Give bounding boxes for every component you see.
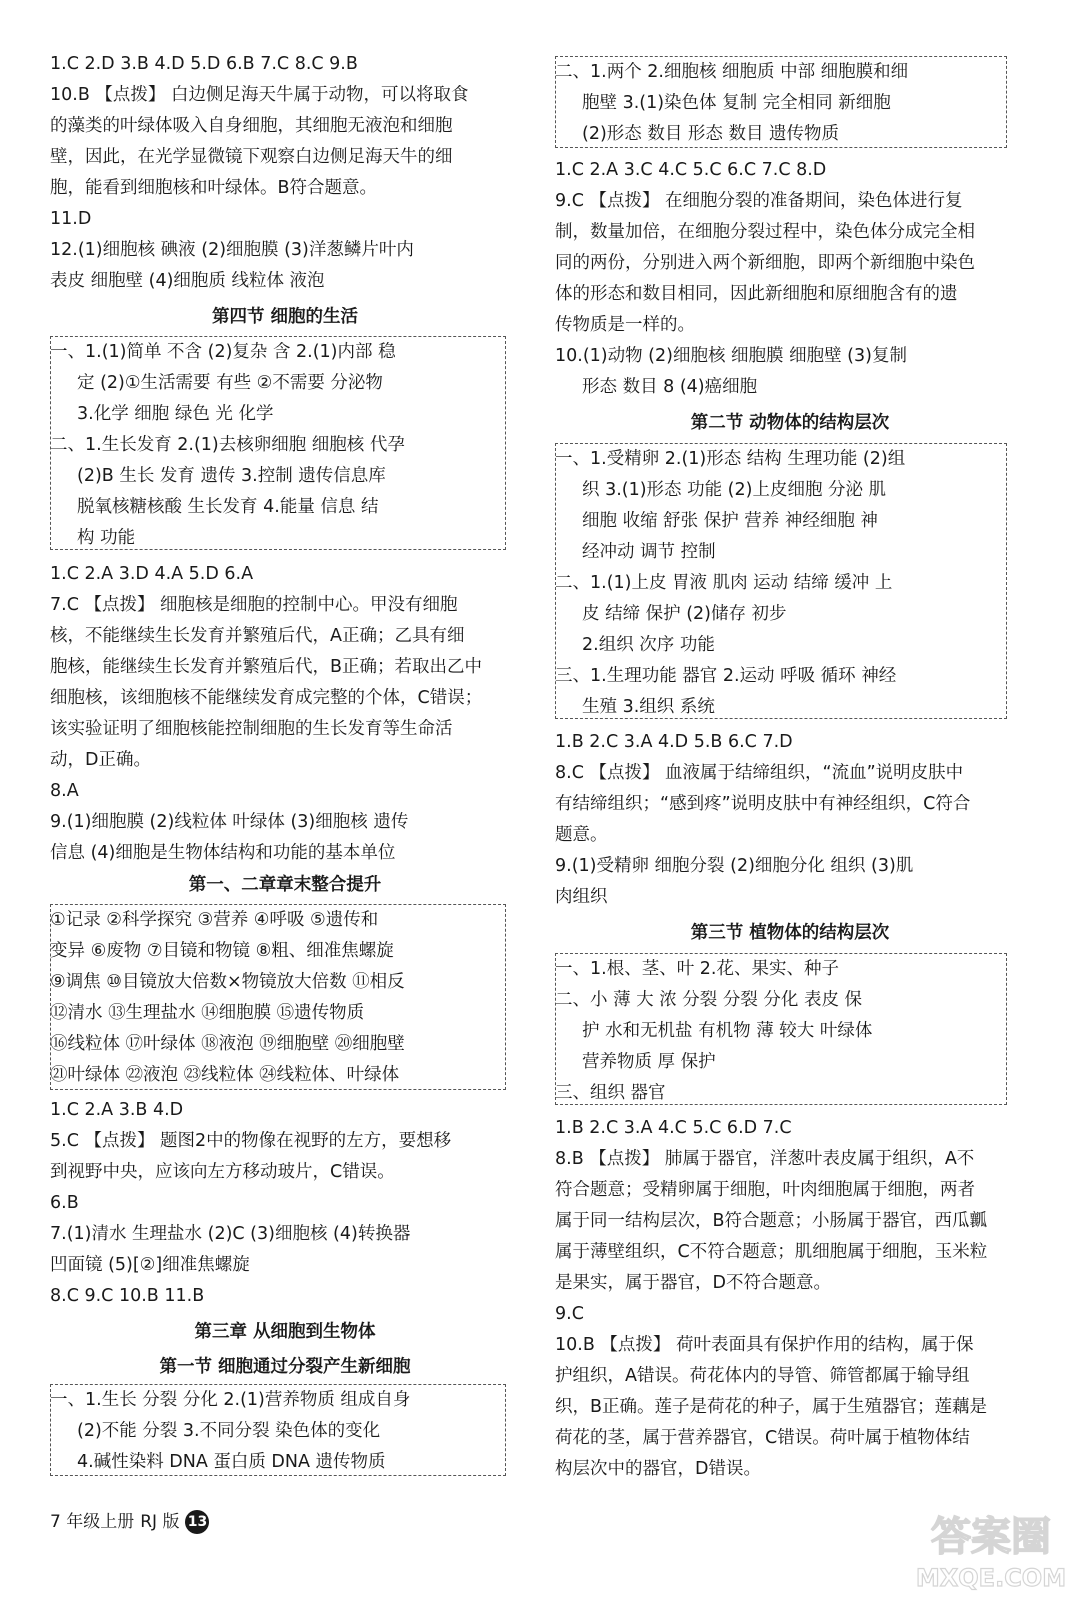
answer-line: 经冲动 调节 控制 [582,542,716,562]
page-number: 13 [185,1510,209,1534]
answer-line: 1.B 2.C 3.A 4.C 5.C 6.D 7.C [555,1118,792,1138]
answer-line: 构 功能 [77,528,136,548]
answer-line: 属于同一结构层次，B符合题意；小肠属于器官，西瓜瓤 [555,1211,988,1231]
answer-line: 的藻类的叶绿体吸入自身细胞，其细胞无液泡和细胞 [50,116,453,136]
answer-line: 符合题意；受精卵属于细胞，叶肉细胞属于细胞，两者 [555,1180,975,1200]
answer-line: 9.C [555,1304,584,1324]
answer-line: ①记录 ②科学探究 ③营养 ④呼吸 ⑤遗传和 [50,910,379,930]
watermark-logo [905,1498,1077,1594]
section-heading: 第一节 细胞通过分裂产生新细胞 [159,1357,411,1377]
answer-line: 营养物质 厚 保护 [582,1052,716,1072]
answer-line: 3.化学 细胞 绿色 光 化学 [77,404,274,424]
answer-line: 三、组织 器官 [555,1083,666,1103]
answer-line: 同的两份，分别进入两个新细胞，即两个新细胞中染色 [555,253,975,273]
answer-line: 二、1.两个 2.细胞核 细胞质 中部 细胞膜和细 [555,62,909,82]
answer-line: 凹面镜 (5)[②]细准焦螺旋 [50,1255,250,1275]
answer-line: 9.(1)细胞膜 (2)线粒体 叶绿体 (3)细胞核 遗传 [50,812,409,832]
answer-line: 胞，能看到细胞核和叶绿体。B符合题意。 [50,178,378,198]
answer-line: ⑨调焦 ⑩目镜放大倍数×物镜放大倍数 ⑪相反 [50,972,405,992]
answer-line: 壁，因此，在光学显微镜下观察白边侧足海天牛的细 [50,147,453,167]
answer-line: 定 (2)①生活需要 有些 ②不需要 分泌物 [77,373,383,393]
answer-line: 1.C 2.A 3.B 4.D [50,1100,184,1120]
answer-line: 皮 结缔 保护 (2)储存 初步 [582,604,787,624]
answer-line: 8.A [50,781,79,801]
answer-line: 8.B 【点拨】 肺属于器官，洋葱叶表皮属于组织，A不 [555,1149,975,1169]
answer-line: 6.B [50,1193,79,1213]
answer-line: 体的形态和数目相同，因此新细胞和原细胞含有的遗 [555,284,958,304]
answer-line: 一、1.受精卵 2.(1)形态 结构 生理功能 (2)组 [555,449,906,469]
section-heading: 第三章 从细胞到生物体 [194,1322,376,1342]
answer-line: 有结缔组织；“感到疼”说明皮肤中有神经组织，C符合 [555,794,971,814]
answer-line: 核，不能继续生长发育并繁殖后代，A正确；乙具有细 [50,626,465,646]
answer-line: 护 水和无机盐 有机物 薄 较大 叶绿体 [582,1021,873,1041]
answer-line: 脱氧核糖核酸 生长发育 4.能量 信息 结 [77,497,379,517]
answer-line: (2)形态 数目 形态 数目 遗传物质 [582,124,840,144]
answer-line: 是果实，属于器官，D不符合题意。 [555,1273,831,1293]
answer-line: 构层次中的器官，D错误。 [555,1459,761,1479]
answer-line: 9.C 【点拨】 在细胞分裂的准备期间，染色体进行复 [555,191,963,211]
answer-line: 1.C 2.A 3.D 4.A 5.D 6.A [50,564,254,584]
answer-line: 传物质是一样的。 [555,315,695,335]
watermark-title: 答案圈 [931,1514,1051,1560]
answer-line: 属于薄壁组织，C不符合题意；肌细胞属于细胞，玉米粒 [555,1242,988,1262]
answer-line: 动，D正确。 [50,750,151,770]
answer-line: 12.(1)细胞核 碘液 (2)细胞膜 (3)洋葱鳞片叶内 [50,240,414,260]
answer-line: 一、1.(1)简单 不含 (2)复杂 含 2.(1)内部 稳 [50,342,396,362]
answer-line: 肉组织 [555,887,608,907]
answer-line: 一、1.根、茎、叶 2.花、果实、种子 [555,959,839,979]
answer-line: 该实验证明了细胞核能控制细胞的生长发育等生命活 [50,719,453,739]
answer-line: 4.碱性染料 DNA 蛋白质 DNA 遗传物质 [77,1452,386,1472]
answer-line: 信息 (4)细胞是生物体结构和功能的基本单位 [50,843,396,863]
answer-line: 护组织，A错误。荷花体内的导管、筛管都属于输导组 [555,1366,970,1386]
answer-line: 织，B正确。莲子是荷花的种子，属于生殖器官；莲藕是 [555,1397,988,1417]
answer-line: 胞壁 3.(1)染色体 复制 完全相同 新细胞 [582,93,891,113]
answer-line: 细胞 收缩 舒张 保护 营养 神经细胞 神 [582,511,878,531]
answer-line: 题意。 [555,825,608,845]
answer-line: 织 3.(1)形态 功能 (2)上皮细胞 分泌 肌 [582,480,887,500]
page-footer [50,1502,209,1542]
answer-line: 1.C 2.A 3.C 4.C 5.C 6.C 7.C 8.D [555,160,827,180]
answer-line: 细胞核，该细胞核不能继续发育成完整的个体，C错误； [50,688,483,708]
answer-line: 8.C 【点拨】 血液属于结缔组织，“流血”说明皮肤中 [555,763,964,783]
answer-line: (2)B 生长 发育 遗传 3.控制 遗传信息库 [77,466,386,486]
answer-line: 7.C 【点拨】 细胞核是细胞的控制中心。甲没有细胞 [50,595,458,615]
answer-line: 到视野中央，应该向左方移动玻片，C错误。 [50,1162,395,1182]
answer-line: 胞核，能继续生长发育并繁殖后代，B正确；若取出乙中 [50,657,483,677]
answer-line: ⑯线粒体 ⑰叶绿体 ⑱液泡 ⑲细胞壁 ⑳细胞壁 [50,1034,405,1054]
answer-line: 二、1.(1)上皮 胃液 肌肉 运动 结缔 缓冲 上 [555,573,893,593]
answer-line: 9.(1)受精卵 细胞分裂 (2)细胞分化 组织 (3)肌 [555,856,914,876]
answer-line: 一、1.生长 分裂 分化 2.(1)营养物质 组成自身 [50,1390,411,1410]
answer-line: ㉑叶绿体 ㉒液泡 ㉓线粒体 ㉔线粒体、叶绿体 [50,1065,400,1085]
answer-line: 生殖 3.组织 系统 [582,697,715,717]
section-heading: 第一、二章章末整合提升 [188,875,382,895]
answer-line: 10.B 【点拨】 荷叶表面具有保护作用的结构，属于保 [555,1335,974,1355]
answer-line: 1.C 2.D 3.B 4.D 5.D 6.B 7.C 8.C 9.B [50,54,358,74]
answer-line: ⑫清水 ⑬生理盐水 ⑭细胞膜 ⑮遗传物质 [50,1003,365,1023]
grade-label: 7 年级上册 [50,1512,135,1532]
answer-line: 10.(1)动物 (2)细胞核 细胞膜 细胞壁 (3)复制 [555,346,907,366]
answer-line: 表皮 细胞壁 (4)细胞质 线粒体 液泡 [50,271,325,291]
answer-line: 11.D [50,209,92,229]
answer-line: (2)不能 分裂 3.不同分裂 染色体的变化 [77,1421,381,1441]
edition-label: RJ 版 [140,1512,180,1532]
answer-line: 7.(1)清水 生理盐水 (2)C (3)细胞核 (4)转换器 [50,1224,411,1244]
section-heading: 第四节 细胞的生活 [211,307,359,327]
section-heading: 第三节 植物体的结构层次 [690,923,890,943]
answer-line: 10.B 【点拨】 白边侧足海天牛属于动物，可以将取食 [50,85,469,105]
answer-line: 制，数量加倍，在细胞分裂过程中，染色体分成完全相 [555,222,975,242]
answer-line: 二、1.生长发育 2.(1)去核卵细胞 细胞核 代孕 [50,435,405,455]
answer-line: 8.C 9.C 10.B 11.B [50,1286,205,1306]
answer-line: 荷花的茎，属于营养器官，C错误。荷叶属于植物体结 [555,1428,970,1448]
answer-line: 5.C 【点拨】 题图2中的物像在视野的左方，要想移 [50,1131,452,1151]
answer-line: 2.组织 次序 功能 [582,635,715,655]
answer-line: 变异 ⑥废物 ⑦目镜和物镜 ⑧粗、细准焦螺旋 [50,941,394,961]
section-heading: 第二节 动物体的结构层次 [690,413,890,433]
answer-line: 三、1.生理功能 器官 2.运动 呼吸 循环 神经 [555,666,897,686]
watermark-url: MXQE.COM [915,1564,1067,1592]
answer-line: 二、小 薄 大 浓 分裂 分裂 分化 表皮 保 [555,990,863,1010]
answer-line: 1.B 2.C 3.A 4.D 5.B 6.C 7.D [555,732,793,752]
answer-line: 形态 数目 8 (4)癌细胞 [582,377,758,397]
